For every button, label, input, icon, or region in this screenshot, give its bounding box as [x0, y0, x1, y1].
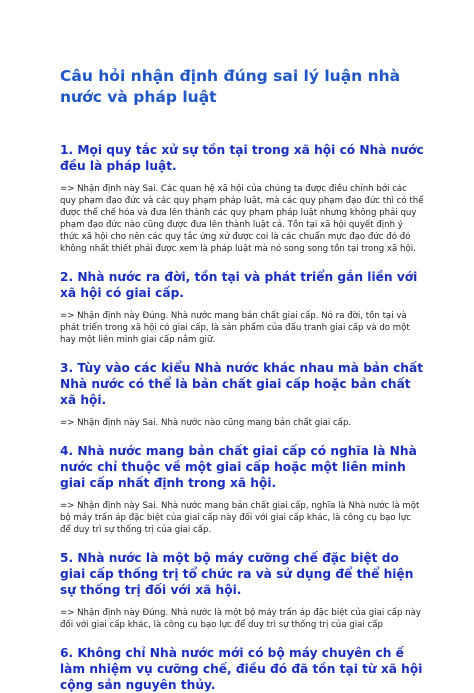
question-4: 4. Nhà nước mang bản chất giai cấp có nghĩa là Nhà nước chỉ thuộc về một giai cấp hoặc một liên minh giai cấp nhất định trong xã hội. — [60, 444, 417, 490]
answer-1: => Nhận định này Sai. Các quan hệ xã hội của chúng ta được điều chỉnh bởi các quy phạm đạo đức và các quy phạm pháp luật, mà các quy phạm đạo đức thì có thể được thể chế hóa và đưa lên thành các quy phạm pháp luật nhưng không phải quy phạm đạo đức nào cũng được đưa lên thành luật cả. Tồn tại xã hội quyết định ý thức xã hội cho nên các quy tắc ứng xử được coi là các chuẩn mực đạo đức đó đó không nhất thiết phải được xem là pháp luật mà nó song song tồn tại trong xã hội. — [60, 184, 424, 254]
question-3: 3. Tùy vào các kiểu Nhà nước khác nhau mà bản chất Nhà nước có thể là bản chất giai cấp hoặc bản chất xã hội. — [60, 361, 424, 407]
qa-item-1 — [60, 142, 424, 255]
qa-item-6 — [60, 645, 424, 693]
answer-5: => Nhận định này Đúng. Nhà nước là một bộ máy trấn áp đặc biệt của giai cấp này đối với giai cấp khác, là công cụ bạo lực để duy trì sự thống trị của giai cấp — [60, 608, 422, 630]
question-2: 2. Nhà nước ra đời, tồn tại và phát triển gắn liền với xã hội có giai cấp. — [60, 270, 418, 300]
question-6: 6. Không chỉ Nhà nước mới có bộ máy chuyên ch ế làm nhiệm vụ cưỡng chế, điều đó đã tồn tại từ xã hội cộng sản nguyên thủy. — [60, 646, 423, 692]
question-5: 5. Nhà nước là một bộ máy cưỡng chế đặc biệt do giai cấp thống trị tổ chức ra và sử dụng để thể hiện sự thống trị đối với xã hội. — [60, 551, 414, 597]
qa-item-3 — [60, 360, 424, 429]
answer-3: => Nhận định này Sai. Nhà nước nào cũng mang bản chất giai cấp. — [60, 418, 352, 428]
qa-item-4 — [60, 443, 424, 536]
document-title: Câu hỏi nhận định đúng sai lý luận nhà nước và pháp luật — [60, 67, 401, 106]
question-1: 1. Mọi quy tắc xử sự tồn tại trong xã hội có Nhà nước đều là pháp luật. — [60, 143, 424, 173]
answer-4: => Nhận định này Sai. Nhà nước mang bản chất giai cấp, nghĩa là Nhà nước là một bộ máy trấn áp đặc biệt của giai cấp này đối với giai cấp khác, là công cụ bạo lực để duy trì sự thống trị của giai cấp. — [60, 501, 420, 535]
qa-item-5 — [60, 550, 424, 631]
answer-2: => Nhận định này Đúng. Nhà nước mang bản chất giai cấp. Nó ra đời, tồn tại và phát triển trong xã hội có giai cấp, là sản phẩm của đấu tranh giai cấp và do một hay một liên minh giai cấp nắm giữ. — [60, 311, 410, 345]
qa-item-2 — [60, 269, 424, 346]
